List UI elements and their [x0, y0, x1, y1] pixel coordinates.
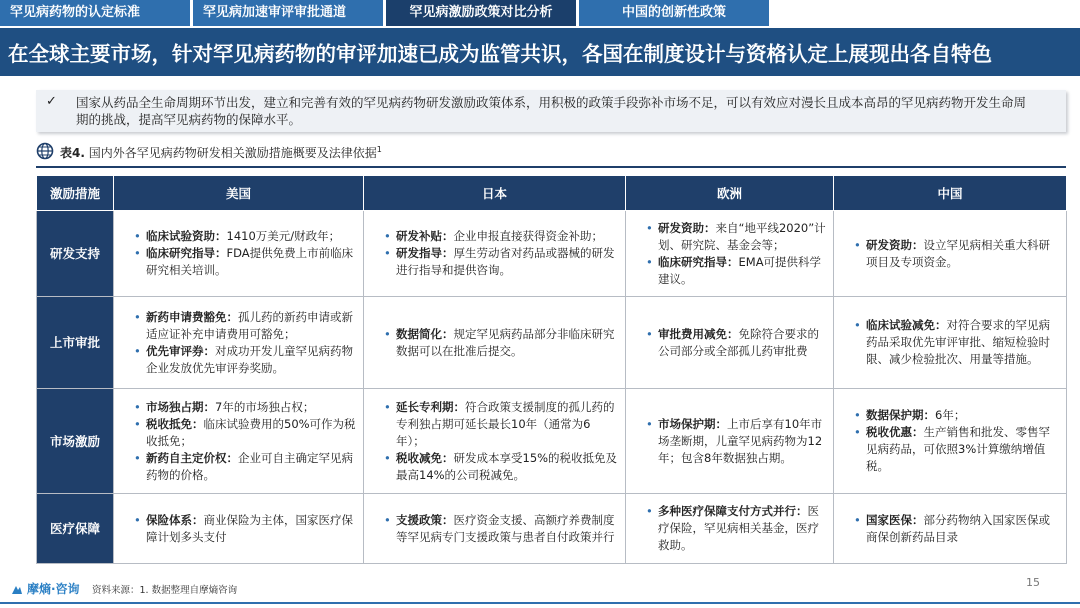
table-header-row	[37, 176, 1067, 211]
table-cell	[626, 494, 834, 564]
list-item: • 临床试验资助：1410万美元/财政年；	[134, 228, 357, 245]
caption-text: 国内外各罕见病药物研发相关激励措施概要及法律依据	[88, 146, 377, 160]
caption-footnote: 1	[376, 145, 382, 154]
table-cell	[834, 494, 1067, 564]
tab-incentive-comparison[interactable]: 罕见病激励政策对比分析	[386, 0, 576, 26]
list-item: • 优先审评券：对成功开发儿童罕见病药物企业发放优先审评券奖励。	[134, 343, 357, 377]
list-item: • 审批费用减免：免除符合要求的公司部分或全部孤儿药审批费	[646, 326, 827, 360]
row-header: 上市审批	[37, 297, 114, 389]
tab-rare-drug-criteria[interactable]: 罕见病药物的认定标准	[0, 0, 190, 26]
source-note: 资料来源：1. 数据整理自摩熵咨询	[92, 585, 238, 596]
list-item: • 研发指导：厚生劳动省对药品或器械的研发进行指导和提供咨询。	[384, 245, 619, 279]
list-item: • 新药申请费豁免：孤儿药的新药申请或新适应证补充申请费用可豁免；	[134, 309, 357, 343]
list-item: • 临床研究指导：FDA提供免费上市前临床研究相关培训。	[134, 245, 357, 279]
table-cell	[364, 494, 626, 564]
incentive-table	[36, 175, 1067, 564]
list-item: • 税收抵免：临床试验费用的50%可作为税收抵免；	[134, 416, 357, 450]
table-cell	[364, 211, 626, 297]
footer-divider	[0, 602, 1080, 604]
list-item: • 多种医疗保障支付方式并行：医疗保险，罕见病相关基金，医疗救助。	[646, 503, 827, 554]
table-cell	[834, 211, 1067, 297]
table-cell	[626, 389, 834, 494]
header-europe: 欧洲	[626, 176, 834, 211]
list-item: • 市场独占期：7年的市场独占权；	[134, 399, 357, 416]
list-item: • 税收减免：研发成本享受15%的税收抵免及最高14%的公司税减免。	[384, 450, 619, 484]
table-row	[37, 389, 1067, 494]
list-item: • 临床研究指导：EMA可提供科学建议。	[646, 254, 827, 288]
headline-bar	[0, 28, 1080, 76]
table-cell	[626, 297, 834, 389]
table-cell	[626, 211, 834, 297]
caption-prefix: 表4.	[60, 146, 85, 160]
headline: 在全球主要市场，针对罕见病药物的审评加速已成为监管共识，各国在制度设计与资格认定上展现出各自特色	[8, 42, 992, 66]
list-item: • 数据保护期：6年；	[854, 407, 1060, 424]
header-china: 中国	[834, 176, 1067, 211]
list-item: • 新药自主定价权：企业可自主确定罕见病药物的价格。	[134, 450, 357, 484]
list-item: • 国家医保：部分药物纳入国家医保或商保创新药品目录	[854, 512, 1060, 546]
caption-label	[60, 144, 382, 161]
list-item: • 税收优惠：生产销售和批发、零售罕见病药品，可依照3%计算缴纳增值税。	[854, 424, 1060, 475]
intro-box	[36, 90, 1066, 132]
brand-logo	[10, 580, 80, 597]
table-cell	[364, 297, 626, 389]
table-cell	[114, 211, 364, 297]
list-item: • 支援政策：医疗资金支援、高额疗养费制度等罕见病专门支援政策与患者自付政策并行	[384, 512, 619, 546]
section-tabs	[0, 0, 1080, 26]
list-item: • 研发补贴：企业申报直接获得资金补助；	[384, 228, 619, 245]
table-cell	[114, 297, 364, 389]
logo-text: 摩熵·咨询	[27, 582, 80, 596]
table-row	[37, 494, 1067, 564]
row-header: 市场激励	[37, 389, 114, 494]
list-item: • 延长专利期：符合政策支援制度的孤儿药的专利独占期可延长最长10年（通常为6年）；	[384, 399, 619, 450]
table-row	[37, 297, 1067, 389]
table-cell	[834, 389, 1067, 494]
table-cell	[114, 494, 364, 564]
caption-divider	[36, 166, 1066, 168]
check-icon: ✓	[46, 94, 57, 109]
header-measure: 激励措施	[37, 176, 114, 211]
table-cell	[364, 389, 626, 494]
table-row	[37, 211, 1067, 297]
list-item: • 市场保护期：上市后享有10年市场垄断期，儿童罕见病药物为12年；包含8年数据独占期。	[646, 416, 827, 467]
table-cell	[834, 297, 1067, 389]
intro-text: 国家从药品全生命周期环节出发，建立和完善有效的罕见病药物研发激励政策体系，用积极的政策手段弥补市场不足，可以有效应对漫长且成本高昂的罕见病药物开发生命周期的挑战，提高罕见病药物的保障水平。	[76, 95, 1027, 127]
tab-accelerated-review[interactable]: 罕见病加速审评审批通道	[193, 0, 383, 26]
logo-icon	[10, 583, 24, 597]
row-header: 研发支持	[37, 211, 114, 297]
table-cell	[114, 389, 364, 494]
tab-china-innovation[interactable]: 中国的创新性政策	[579, 0, 769, 26]
page-number: 15	[1026, 576, 1040, 589]
list-item: • 临床试验减免：对符合要求的罕见病药品采取优先审评审批、缩短检验时限、减少检验批次、用量等措施。	[854, 317, 1060, 368]
list-item: • 研发资助：来自“地平线2020”计划、研究院、基金会等；	[646, 220, 827, 254]
row-header: 医疗保障	[37, 494, 114, 564]
list-item: • 数据简化：规定罕见病药品部分非临床研究数据可以在批准后提交。	[384, 326, 619, 360]
list-item: • 保险体系：商业保险为主体，国家医疗保障计划多头支付	[134, 512, 357, 546]
globe-icon	[36, 142, 54, 160]
list-item: • 研发资助：设立罕见病相关重大科研项目及专项资金。	[854, 237, 1060, 271]
header-us: 美国	[114, 176, 364, 211]
header-japan: 日本	[364, 176, 626, 211]
